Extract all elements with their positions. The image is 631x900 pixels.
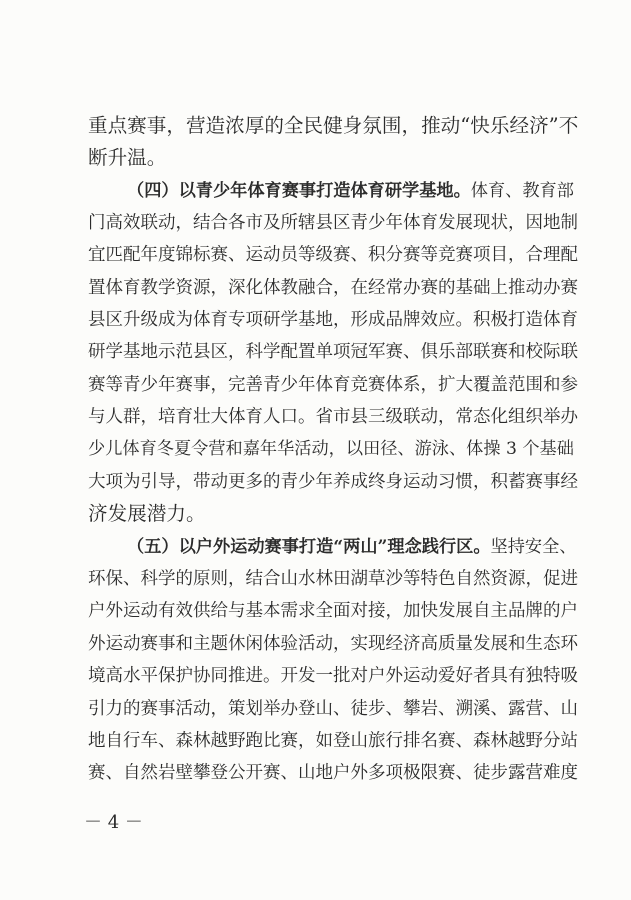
- paragraph-line: 赛、自然岩壁攀登公开赛、山地户外多项极限赛、徒步露营难度: [88, 763, 578, 783]
- paragraph-line: 研学基地示范县区，科学配置单项冠军赛、俱乐部联赛和校际联: [88, 342, 578, 362]
- section-heading: （五）以户外运动赛事打造“两山”理念践行区。: [127, 537, 491, 557]
- paragraph-line: 宜匹配年度锦标赛、运动员等级赛、积分赛等竞赛项目，合理配: [88, 245, 578, 265]
- section-heading: （四）以青少年体育赛事打造体育研学基地。: [127, 181, 471, 201]
- paragraph-line: 大项为引导，带动更多的青少年养成终身运动习惯，积蓄赛事经: [88, 472, 578, 492]
- paragraph-line: 置体育教学资源，深化体教融合，在经常办赛的基础上推动办赛: [88, 278, 578, 298]
- paragraph-line: 环保、科学的原则，结合山水林田湖草沙等特色自然资源，促进: [88, 569, 578, 589]
- paragraph-line: 户外运动有效供给与基本需求全面对接，加快发展自主品牌的户: [88, 601, 578, 621]
- paragraph-line: 门高效联动，结合各市及所辖县区青少年体育发展现状，因地制: [88, 213, 578, 233]
- paragraph-line: [127, 179, 578, 205]
- paragraph-line: 济发展潜力。: [88, 502, 206, 525]
- paragraph-line: 境高水平保护协同推进。开发一批对户外运动爱好者具有独特吸: [88, 666, 578, 686]
- paragraph-line: 少儿体育冬夏令营和嘉年华活动，以田径、游泳、体操 3 个基础: [88, 439, 574, 459]
- paragraph-text: 坚持安全、: [490, 537, 577, 557]
- paragraph-text: 体育、教育部: [470, 181, 574, 201]
- page-number: － 4 －: [84, 812, 143, 833]
- paragraph-line: [127, 535, 578, 561]
- paragraph-line: 引力的赛事活动，策划举办登山、徒步、攀岩、溯溪、露营、山: [88, 699, 578, 719]
- paragraph-line: 外运动赛事和主题休闲体验活动，实现经济高质量发展和生态环: [88, 634, 578, 654]
- paragraph-line: 重点赛事，营造浓厚的全民健身氛围，推动“快乐经济”不: [88, 114, 579, 137]
- paragraph-line: 与人群，培育壮大体育人口。省市县三级联动，常态化组织举办: [88, 407, 578, 427]
- paragraph-line: 地自行车、森林越野跑比赛，如登山旅行排名赛、森林越野分站: [88, 731, 578, 751]
- paragraph-line: 断升温。: [88, 146, 167, 169]
- paragraph-line: 县区升级成为体育专项研学基地，形成品牌效应。积极打造体育: [88, 310, 578, 330]
- paragraph-line: 赛等青少年赛事，完善青少年体育竞赛体系，扩大覆盖范围和参: [88, 375, 578, 395]
